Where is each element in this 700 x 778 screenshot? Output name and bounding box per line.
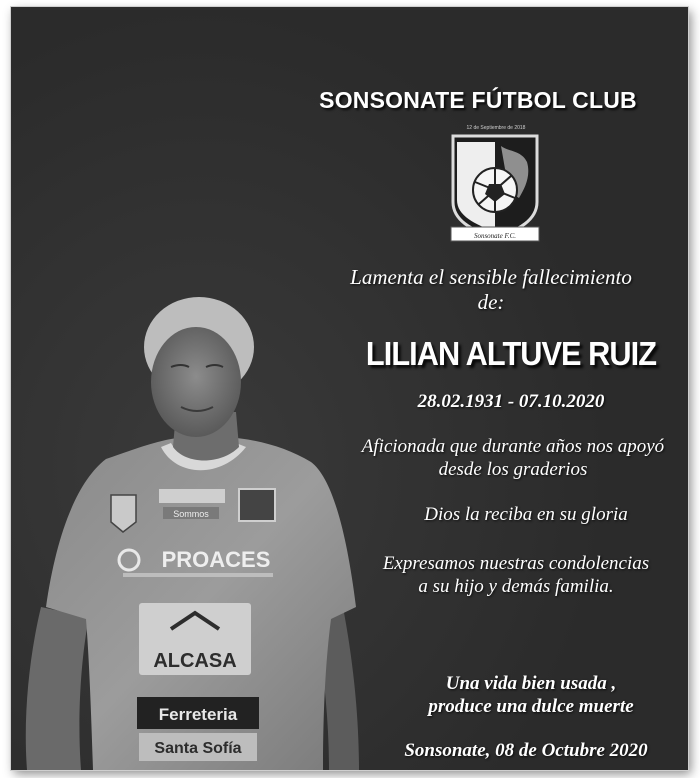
- quote-text: [371, 672, 688, 718]
- club-name: SONSONATE FÚTBOL CLUB: [319, 87, 637, 113]
- tribute-text: [327, 435, 688, 481]
- tribute-line1: Aficionada que durante años nos apoyó: [361, 436, 665, 457]
- condolence-heading-line1: Lamenta el sensible fallecimiento: [350, 265, 632, 289]
- jersey-sponsor-santa-sofia: Santa Sofía: [154, 740, 242, 757]
- crest-date: 12 de Septiembre de 2018: [466, 125, 526, 131]
- condolence-heading: [311, 265, 671, 315]
- jersey-sponsor-ferreteria: Ferreteria: [158, 705, 238, 724]
- condolence-line2: a su hijo y demás familia.: [418, 576, 614, 597]
- jersey-sponsor-proaces: PROACES: [161, 547, 271, 572]
- condolence-heading-line2: de:: [477, 290, 505, 314]
- tribute-line2: desde los graderios: [438, 459, 588, 480]
- jersey-sponsor-alcasa: ALCASA: [153, 650, 237, 672]
- crest-caption: Sonsonate F.C.: [473, 232, 517, 240]
- woman-photo: [11, 7, 688, 770]
- quote-line1: Una vida bien usada ,: [445, 673, 617, 694]
- place-date: Sonsonate, 08 de Octubre 2020: [404, 740, 648, 761]
- obituary-card: [11, 7, 688, 770]
- jersey-maker: Sommos: [173, 509, 209, 519]
- deceased-name: LILIAN ALTUVE RUIZ: [365, 335, 657, 372]
- condolence-text: [341, 552, 688, 598]
- life-dates: 28.02.1931 - 07.10.2020: [417, 391, 605, 412]
- quote-line2: produce una dulce muerte: [428, 696, 634, 717]
- condolence-line1: Expresamos nuestras condolencias: [382, 553, 650, 574]
- blessing-text: Dios la reciba en su gloria: [424, 504, 628, 525]
- club-crest-logo: [449, 132, 541, 247]
